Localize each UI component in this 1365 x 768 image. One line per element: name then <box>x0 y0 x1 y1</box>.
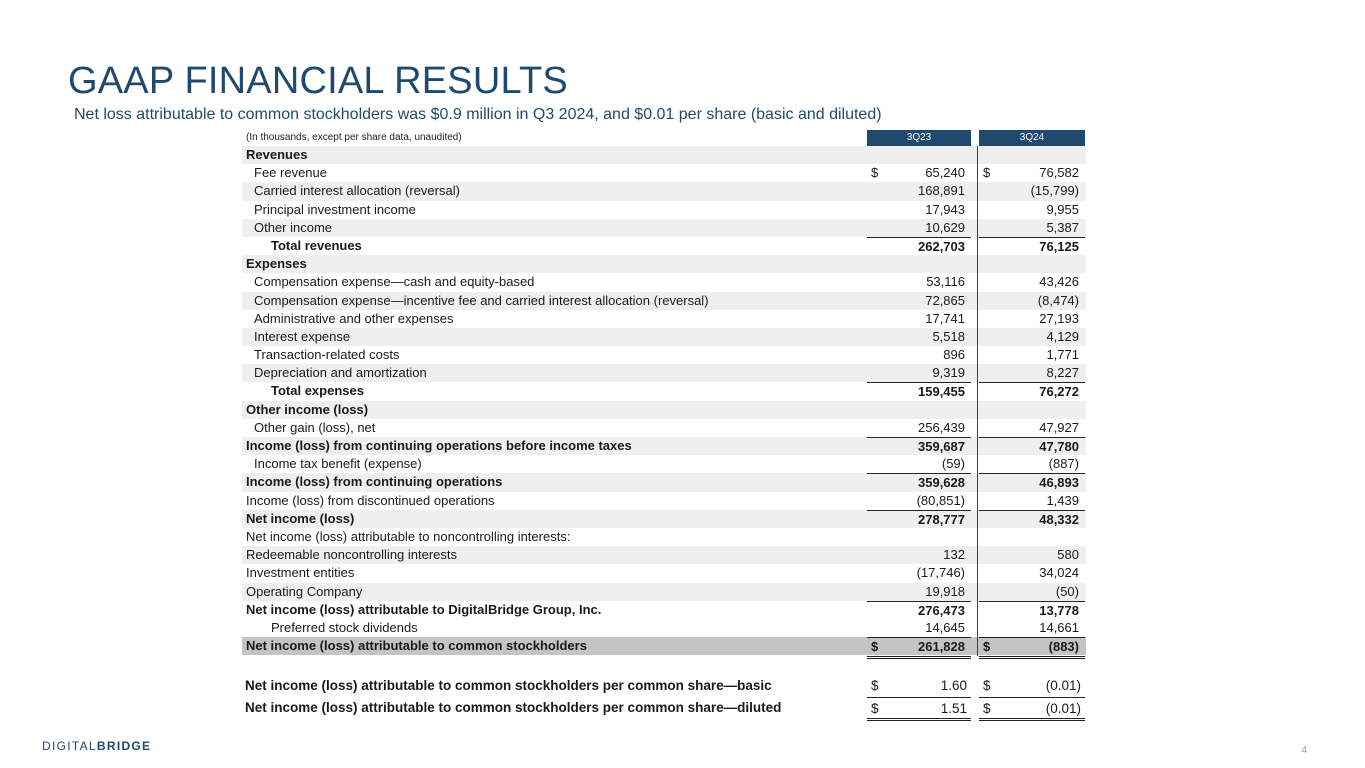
cell-value: (0.01) <box>1045 701 1081 717</box>
row-label: Compensation expense—incentive fee and carried interest allocation (reversal) <box>254 292 709 308</box>
table-row <box>242 292 1086 310</box>
cell-value: 8,227 <box>1046 365 1079 381</box>
cell-3q24 <box>979 510 1085 529</box>
currency-symbol: $ <box>983 639 991 655</box>
cell-value: 132 <box>943 547 965 563</box>
currency-symbol: $ <box>983 678 991 694</box>
cell-3q24 <box>979 146 1085 164</box>
column-header-3q23: 3Q23 <box>867 130 971 146</box>
cell-value: 580 <box>1057 547 1079 563</box>
cell-value: 262,703 <box>918 238 965 254</box>
cell-value: 276,473 <box>918 602 965 618</box>
table-row <box>242 346 1086 364</box>
cell-3q23 <box>867 437 971 456</box>
table-row <box>242 328 1086 346</box>
cell-3q23 <box>867 146 971 164</box>
row-label: Income (loss) from discontinued operations <box>246 492 495 508</box>
cell-value: 10,629 <box>925 219 965 235</box>
cell-value: 1,439 <box>1046 492 1079 508</box>
table-row <box>242 219 1086 237</box>
page-number: 4 <box>1301 745 1307 756</box>
cell-3q24 <box>979 382 1085 401</box>
row-label: Transaction-related costs <box>254 347 400 363</box>
cell-value: 13,778 <box>1039 602 1079 618</box>
cell-value: (50) <box>1055 583 1079 599</box>
cell-value: (883) <box>1048 639 1079 655</box>
table-row <box>242 437 1086 455</box>
row-label: Preferred stock dividends <box>271 619 418 635</box>
cell-value: 256,439 <box>918 419 965 435</box>
table-row <box>242 419 1086 437</box>
cell-3q24 <box>979 346 1085 364</box>
currency-symbol: $ <box>983 165 991 181</box>
table-row <box>242 382 1086 400</box>
cell-3q23 <box>867 601 971 620</box>
row-label: Operating Company <box>246 583 363 599</box>
cell-3q24 <box>979 164 1085 182</box>
currency-symbol: $ <box>871 701 879 717</box>
eps-row <box>242 675 1086 697</box>
cell-value: 1.51 <box>940 701 967 717</box>
cell-value: 47,780 <box>1039 439 1079 454</box>
cell-value: 168,891 <box>918 183 965 199</box>
cell-3q24 <box>979 310 1085 328</box>
cell-3q24 <box>979 182 1085 200</box>
eps-label: Net income (loss) attributable to common stockholders per common share—basic <box>245 678 772 694</box>
cell-3q24 <box>979 292 1085 310</box>
table-row <box>242 473 1086 491</box>
cell-value: (59) <box>941 456 965 472</box>
cell-3q24 <box>979 401 1085 419</box>
cell-3q24 <box>979 455 1085 473</box>
eps-cell-3q24 <box>979 697 1085 721</box>
cell-value: 72,865 <box>925 292 965 308</box>
financial-results-table <box>242 129 1086 719</box>
cell-3q23 <box>867 219 971 237</box>
cell-3q23 <box>867 419 971 437</box>
table-note: (In thousands, except per share data, unaudited) <box>246 132 462 143</box>
cell-3q23 <box>867 546 971 564</box>
table-row <box>242 601 1086 619</box>
table-row <box>242 164 1086 182</box>
cell-value: 65,240 <box>925 165 965 181</box>
cell-value: 4,129 <box>1046 328 1079 344</box>
cell-value: 278,777 <box>918 511 965 527</box>
row-label: Total revenues <box>271 237 362 253</box>
cell-3q23 <box>867 201 971 219</box>
row-label: Compensation expense—cash and equity-based <box>254 274 535 290</box>
column-header-3q24: 3Q24 <box>979 130 1085 146</box>
cell-3q24 <box>979 364 1085 382</box>
eps-cell-3q23 <box>867 697 971 721</box>
table-row <box>242 492 1086 510</box>
row-label: Other gain (loss), net <box>254 419 376 435</box>
cell-value: 5,518 <box>932 328 965 344</box>
cell-value: 14,645 <box>925 619 965 635</box>
row-label: Net income (loss) attributable to noncontrolling interests: <box>246 528 571 544</box>
eps-section <box>242 675 1086 719</box>
cell-value: 53,116 <box>926 274 965 290</box>
cell-3q24 <box>979 583 1085 601</box>
cell-3q23 <box>867 346 971 364</box>
table-row <box>242 528 1086 546</box>
row-label: Net income (loss) attributable to DigitalBridge Group, Inc. <box>246 601 602 617</box>
table-row <box>242 546 1086 564</box>
page-subtitle: Net loss attributable to common stockholders was $0.9 million in Q3 2024, and $0.01 per share (basic and diluted) <box>74 106 882 123</box>
cell-3q23 <box>867 401 971 419</box>
cell-value: 76,272 <box>1039 384 1079 400</box>
table-row <box>242 273 1086 291</box>
table-row <box>242 619 1086 637</box>
cell-3q24 <box>979 601 1085 620</box>
row-label: Interest expense <box>254 328 351 344</box>
row-label: Principal investment income <box>254 201 416 217</box>
eps-row <box>242 697 1086 719</box>
row-label: Net income (loss) attributable to common stockholders <box>246 638 587 654</box>
cell-value: 896 <box>943 347 965 363</box>
table-row <box>242 583 1086 601</box>
cell-value: 17,741 <box>925 310 965 326</box>
row-label: Redeemable noncontrolling interests <box>246 547 458 563</box>
eps-cell-3q23 <box>867 675 971 695</box>
cell-3q24 <box>979 419 1085 437</box>
cell-value: 1.60 <box>940 678 967 694</box>
table-row <box>242 310 1086 328</box>
table-row <box>242 201 1086 219</box>
cell-value: 5,387 <box>1046 219 1079 235</box>
cell-value: (80,851) <box>916 492 965 508</box>
table-row <box>242 510 1086 528</box>
table-row <box>242 564 1086 582</box>
cell-3q23 <box>867 473 971 492</box>
cell-value: 261,828 <box>918 639 965 655</box>
row-label: Other income <box>254 219 333 235</box>
eps-label: Net income (loss) attributable to common stockholders per common share—diluted <box>245 700 782 716</box>
cell-3q23 <box>867 292 971 310</box>
cell-3q24 <box>979 273 1085 291</box>
cell-3q24 <box>979 437 1085 456</box>
cell-value: (15,799) <box>1030 183 1079 199</box>
cell-value: (887) <box>1048 456 1079 472</box>
cell-3q23 <box>867 583 971 601</box>
row-label: Net income (loss) <box>246 510 355 526</box>
row-label: Income (loss) from continuing operations before income taxes <box>246 438 632 453</box>
cell-value: (8,474) <box>1037 292 1079 308</box>
cell-value: 76,125 <box>1039 238 1079 254</box>
cell-value: 27,193 <box>1039 310 1079 326</box>
cell-value: 359,687 <box>918 439 965 454</box>
currency-symbol: $ <box>871 165 879 181</box>
cell-3q23 <box>867 528 971 546</box>
cell-3q23 <box>867 237 971 256</box>
cell-value: 14,661 <box>1039 619 1079 635</box>
row-label: Depreciation and amortization <box>254 365 427 381</box>
row-label: Income tax benefit (expense) <box>254 456 422 472</box>
cell-3q24 <box>979 201 1085 219</box>
cell-value: 76,582 <box>1039 165 1079 181</box>
cell-value: 1,771 <box>1046 347 1079 363</box>
cell-value: 9,955 <box>1046 201 1079 217</box>
cell-3q23 <box>867 310 971 328</box>
cell-3q23 <box>867 273 971 291</box>
table-row <box>242 364 1086 382</box>
table-row <box>242 146 1086 164</box>
cell-3q24 <box>979 637 1085 659</box>
cell-3q23 <box>867 328 971 346</box>
row-label: Total expenses <box>271 383 364 399</box>
eps-cell-3q24 <box>979 675 1085 695</box>
table-row <box>242 255 1086 273</box>
table-row <box>242 182 1086 200</box>
table-row <box>242 237 1086 255</box>
cell-value: 359,628 <box>918 475 965 491</box>
row-label: Other income (loss) <box>246 401 369 417</box>
cell-3q24 <box>979 546 1085 564</box>
cell-3q23 <box>867 182 971 200</box>
cell-3q24 <box>979 328 1085 346</box>
row-label: Revenues <box>246 147 308 162</box>
table-header <box>242 129 1086 146</box>
currency-symbol: $ <box>871 678 879 694</box>
row-label: Investment entities <box>246 565 355 581</box>
page-title: GAAP FINANCIAL RESULTS <box>68 60 568 102</box>
cell-value: 159,455 <box>918 384 965 400</box>
row-label: Fee revenue <box>254 165 327 181</box>
table-body <box>242 146 1086 655</box>
cell-value: 19,918 <box>925 583 965 599</box>
cell-value: (17,746) <box>916 565 965 581</box>
cell-3q23 <box>867 510 971 529</box>
cell-3q23 <box>867 255 971 273</box>
digitalbridge-logo: DIGITALBRIDGE <box>42 739 152 753</box>
cell-3q24 <box>979 564 1085 582</box>
cell-3q24 <box>979 492 1085 510</box>
cell-value: 17,943 <box>925 201 965 217</box>
cell-value: 48,332 <box>1039 511 1079 527</box>
cell-3q23 <box>867 637 971 659</box>
cell-3q23 <box>867 564 971 582</box>
row-label: Expenses <box>246 256 307 272</box>
row-label: Income (loss) from continuing operations <box>246 474 503 490</box>
table-row <box>242 637 1086 655</box>
cell-3q24 <box>979 619 1085 637</box>
cell-3q24 <box>979 237 1085 256</box>
row-label: Administrative and other expenses <box>254 310 454 326</box>
cell-3q23 <box>867 364 971 382</box>
cell-value: 34,024 <box>1039 565 1079 581</box>
cell-value: 46,893 <box>1039 475 1079 491</box>
cell-value: 43,426 <box>1039 274 1079 290</box>
cell-3q23 <box>867 164 971 182</box>
table-row <box>242 401 1086 419</box>
cell-3q24 <box>979 473 1085 492</box>
cell-value: 9,319 <box>932 365 965 381</box>
cell-3q24 <box>979 528 1085 546</box>
row-label: Carried interest allocation (reversal) <box>254 183 460 199</box>
currency-symbol: $ <box>871 639 879 655</box>
table-row <box>242 455 1086 473</box>
cell-value: 47,927 <box>1039 419 1079 435</box>
cell-3q24 <box>979 219 1085 237</box>
cell-3q23 <box>867 492 971 510</box>
cell-3q23 <box>867 382 971 401</box>
currency-symbol: $ <box>983 701 991 717</box>
cell-3q23 <box>867 455 971 473</box>
cell-3q23 <box>867 619 971 637</box>
cell-3q24 <box>979 255 1085 273</box>
column-divider <box>977 146 978 656</box>
cell-value: (0.01) <box>1045 678 1081 694</box>
